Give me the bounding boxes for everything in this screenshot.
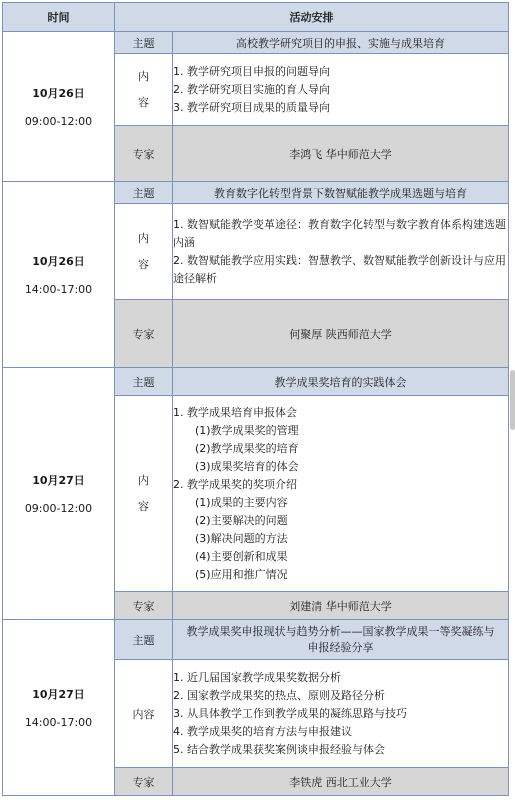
session-3-time bbox=[3, 368, 115, 620]
header-activity: 活动安排 bbox=[115, 3, 509, 32]
topic-label: 主题 bbox=[115, 32, 173, 54]
list-item: 1. 近几届国家教学成果奖数据分析 bbox=[173, 670, 341, 684]
session-content bbox=[173, 204, 509, 300]
list-item: 4. 教学成果奖的培育方法与申报建议 bbox=[173, 724, 352, 738]
session-content bbox=[173, 660, 509, 768]
session-date: 10月27日 bbox=[32, 474, 85, 487]
list-item: (4)主要创新和成果 bbox=[195, 549, 288, 563]
session-hours: 09:00-12:00 bbox=[24, 502, 93, 515]
session-date: 10月26日 bbox=[32, 87, 85, 100]
list-item: 2. 国家教学成果奖的热点、原则及路径分析 bbox=[173, 688, 385, 702]
session-3-topic-row bbox=[3, 368, 509, 396]
list-item: 1. 教学研究项目申报的问题导向 bbox=[173, 64, 330, 78]
list-item: 1. 数智赋能教学变革途径：教育数字化转型与数字教育体系构建选题内涵 bbox=[173, 217, 506, 249]
table-header-row bbox=[3, 3, 509, 32]
session-4-topic-row bbox=[3, 620, 509, 660]
session-1-time bbox=[3, 32, 115, 182]
list-item: 5. 结合教学成果获奖案例谈申报经验与体会 bbox=[173, 742, 385, 756]
list-item: 2. 教学成果奖的奖项介绍 bbox=[173, 477, 297, 491]
list-item: 3. 教学研究项目成果的质量导向 bbox=[173, 100, 330, 114]
list-item: 3. 从具体教学工作到教学成果的凝练思路与技巧 bbox=[173, 706, 407, 720]
content-label: 内 容 bbox=[115, 204, 173, 300]
session-2-topic-row bbox=[3, 182, 509, 204]
session-date: 10月26日 bbox=[32, 255, 85, 268]
list-item: (5)应用和推广情况 bbox=[195, 567, 288, 581]
list-item: (3)成果奖培育的体会 bbox=[195, 459, 299, 473]
schedule-table bbox=[2, 2, 509, 796]
session-hours: 09:00-12:00 bbox=[24, 115, 93, 128]
list-item: (1)成果的主要内容 bbox=[195, 495, 288, 509]
list-item: 2. 数智赋能教学应用实践：智慧教学、数智赋能教学创新设计与应用途径解析 bbox=[173, 253, 506, 285]
session-topic: 高校教学研究项目的申报、实施与成果培育 bbox=[173, 32, 509, 54]
expert-label: 专家 bbox=[115, 300, 173, 368]
session-topic: 教育数字化转型背景下数智赋能教学成果选题与培育 bbox=[173, 182, 509, 204]
session-date: 10月27日 bbox=[32, 688, 85, 701]
session-expert: 李铁虎 西北工业大学 bbox=[173, 768, 509, 796]
session-2-time bbox=[3, 182, 115, 368]
content-label: 内 容 bbox=[115, 54, 173, 126]
list-item: (2)主要解决的问题 bbox=[195, 513, 288, 527]
topic-label: 主题 bbox=[115, 620, 173, 660]
session-topic: 教学成果奖申报现状与趋势分析——国家教学成果一等奖凝练与申报经验分享 bbox=[173, 620, 509, 660]
expert-label: 专家 bbox=[115, 126, 173, 182]
list-item: 1. 教学成果培育申报体会 bbox=[173, 405, 297, 419]
session-topic: 教学成果奖培育的实践体会 bbox=[173, 368, 509, 396]
topic-label: 主题 bbox=[115, 368, 173, 396]
header-time: 时间 bbox=[3, 3, 115, 32]
topic-label: 主题 bbox=[115, 182, 173, 204]
session-content bbox=[173, 396, 509, 592]
session-expert: 刘建清 华中师范大学 bbox=[173, 592, 509, 620]
session-expert: 何聚厚 陕西师范大学 bbox=[173, 300, 509, 368]
session-content bbox=[173, 54, 509, 126]
scrollbar-thumb[interactable] bbox=[510, 370, 515, 430]
content-label: 内容 bbox=[115, 660, 173, 768]
list-item: (1)教学成果奖的管理 bbox=[195, 423, 299, 437]
content-label: 内 容 bbox=[115, 396, 173, 592]
list-item: (3)解决问题的方法 bbox=[195, 531, 288, 545]
list-item: 2. 教学研究项目实施的育人导向 bbox=[173, 82, 330, 96]
session-hours: 14:00-17:00 bbox=[24, 716, 93, 729]
expert-label: 专家 bbox=[115, 592, 173, 620]
session-1-topic-row bbox=[3, 32, 509, 54]
session-expert: 李鸿飞 华中师范大学 bbox=[173, 126, 509, 182]
session-hours: 14:00-17:00 bbox=[24, 283, 93, 296]
list-item: (2)教学成果奖的培育 bbox=[195, 441, 299, 455]
session-4-time bbox=[3, 620, 115, 796]
expert-label: 专家 bbox=[115, 768, 173, 796]
